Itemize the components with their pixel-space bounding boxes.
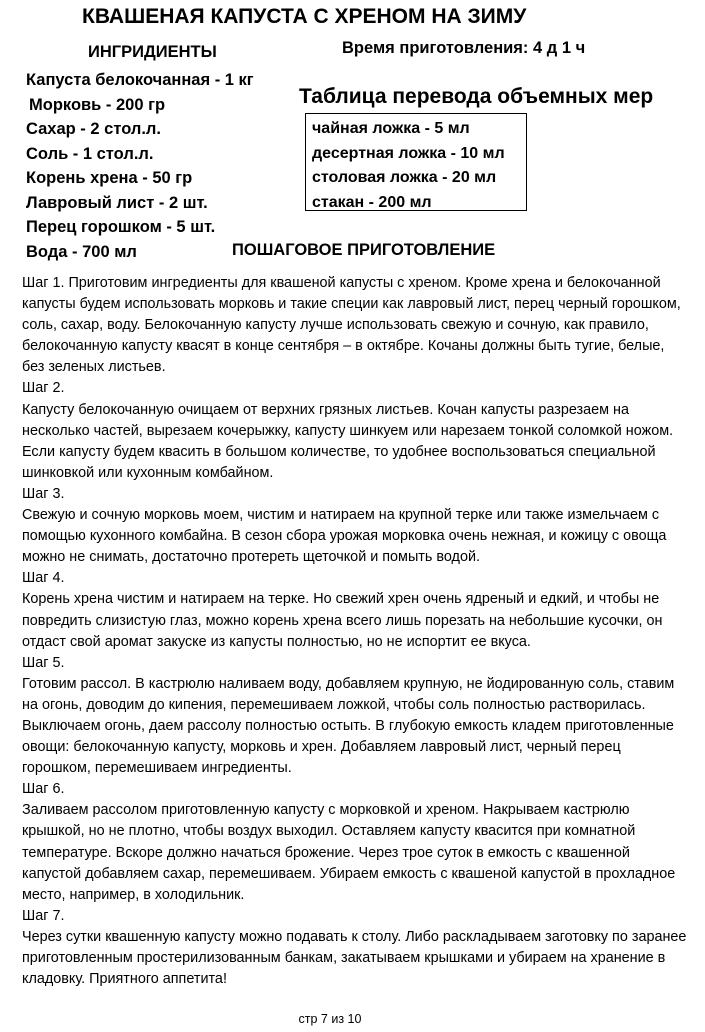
step-paragraph: Свежую и сочную морковь моем, чистим и натираем на крупной терке или также измельчаем с помощью кухонного комбайна. В сезон сбора урожая морковка очень нежная, и кожицу с овоща можно не снимать, достаточно протереть щеточкой и помыть водой. — [22, 507, 667, 566]
conversion-row: чайная ложка - 5 мл — [312, 120, 470, 137]
ingredient-item: Перец горошком - 5 шт. — [26, 218, 216, 236]
step-paragraph: Через сутки квашенную капусту можно подавать к столу. Либо раскладываем заготовку по заранее приготовленным простерилизованным банкам, закатываем крышками и убираем на хранение в кладовку. Приятного аппетита! — [22, 928, 687, 988]
ingredients-list — [26, 68, 254, 264]
step-heading: Шаг 2. — [22, 380, 65, 397]
step-heading: Шаг 6. — [22, 781, 65, 798]
ingredient-item: Корень хрена - 50 гр — [26, 169, 193, 187]
ingredient-item: Сахар - 2 стол.л. — [26, 120, 161, 138]
conversion-row: стакан - 200 мл — [312, 193, 432, 211]
step-paragraph: Корень хрена чистим и натираем на терке. Но свежий хрен очень ядреный и едкий, и чтобы не повредить слизистую глаз, можно корень хрена всего лишь порезать на небольшие кусочки, он отдаст свой аромат закуске из капусты полностью, но не испортит ее вкуса. — [22, 591, 663, 650]
step-paragraph: Готовим рассол. В кастрюлю наливаем воду, добавляем крупную, не йодированную соль, ставим на огонь, доводим до кипения, перемешиваем ложкой, чтобы соль полностью растворилась. Выключаем огонь, даем рассолу полностью остыть. В глубокую емкость кладем приготовленные овощи: белокочанную капусту, морковь и хрен. Добавляем лавровый лист, черный перец горошком, перемешиваем ингредиенты. — [22, 675, 675, 777]
cook-time: Время приготовления: 4 д 1 ч — [342, 39, 586, 57]
ingredient-item: Вода - 700 мл — [26, 242, 137, 261]
steps-body — [22, 273, 690, 990]
step-paragraph: Шаг 1. Приготовим ингредиенты для квашеной капусты с хреном. Кроме хрена и белокочанной капусты будем использовать морковь и такие специи как лавровый лист, перец черный горошком, соль, сахар, воду. Белокочанную капусту лучше использовать свежую и сочную, как правило, белокочанную капусту квасят в конце сентября – в октябре. Кочаны должны быть тугие, белые, без зеленых листьев. — [22, 275, 681, 376]
page-title: КВАШЕНАЯ КАПУСТА С ХРЕНОМ НА ЗИМУ — [82, 5, 527, 28]
conversion-row: столовая ложка - 20 мл — [312, 169, 497, 186]
step-heading: Шаг 4. — [22, 570, 65, 587]
step-heading: Шаг 5. — [22, 654, 65, 671]
conversion-table — [305, 113, 527, 211]
conversion-row: десертная ложка - 10 мл — [312, 144, 505, 162]
conversion-table-title: Таблица перевода объемных мер — [299, 85, 654, 108]
step-heading: Шаг 3. — [22, 485, 65, 502]
step-paragraph: Капусту белокочанную очищаем от верхних грязных листьев. Кочан капусты разрезаем на несколько частей, вырезаем кочерыжку, капусту шинкуем или нарезаем тонкой соломкой ножом. Если капусту будем квасить в большом количестве, то удобнее воспользоваться специальной шинковкой или кухонным комбайном. — [22, 401, 674, 481]
steps-heading: ПОШАГОВОЕ ПРИГОТОВЛЕНИЕ — [232, 241, 496, 259]
ingredients-heading: ИНГРИДИЕНТЫ — [88, 43, 217, 61]
ingredient-item: Морковь - 200 гр — [29, 95, 166, 114]
step-paragraph: Заливаем рассолом приготовленную капусту с морковкой и хреном. Накрываем кастрюлю крышкой, но не плотно, чтобы воздух выходил. Оставляем капусту квасится при комнатной температуре. Вскоре должно начаться брожение. Через трое суток в емкость с квашенной капустой добавляем сахар, перемешиваем. Убираем емкость с квашеной капустой в прохладное место, например, в холодильник. — [22, 802, 676, 903]
ingredient-item: Соль - 1 стол.л. — [26, 144, 154, 163]
step-heading: Шаг 7. — [22, 907, 65, 924]
page-number: стр 7 из 10 — [298, 1012, 362, 1026]
ingredient-item: Лавровый лист - 2 шт. — [26, 193, 208, 212]
ingredient-item: Капуста белокочанная - 1 кг — [26, 71, 254, 89]
